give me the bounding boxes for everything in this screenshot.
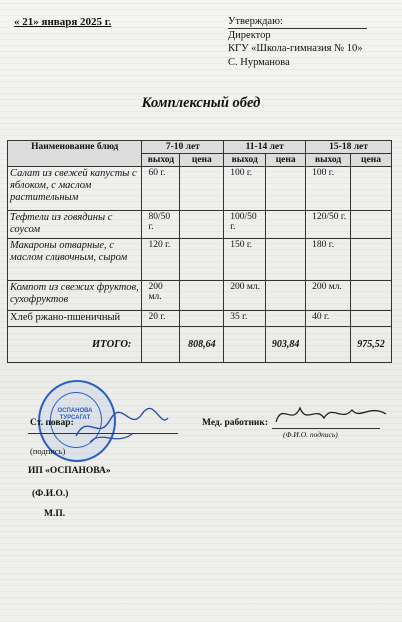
table-row xyxy=(8,211,392,239)
total-spacer xyxy=(142,327,180,363)
table-row xyxy=(8,167,392,211)
medic-label: Мед. работник: xyxy=(202,418,269,428)
price-cell xyxy=(351,311,392,327)
age-group-header: 15-18 лет xyxy=(306,141,392,154)
table-row xyxy=(8,281,392,311)
sub-header-price: цена xyxy=(266,154,306,167)
sub-header-out: выход xyxy=(142,154,180,167)
total-value: 903,84 xyxy=(266,327,306,363)
price-cell xyxy=(351,281,392,311)
portion-value: 100/50 г. xyxy=(224,211,266,239)
dish-name: Компот из свежих фруктов, сухофруктов xyxy=(8,281,142,311)
age-group-header: 11-14 лет xyxy=(224,141,306,154)
col-dish-header: Наименование блюд xyxy=(8,141,142,167)
price-cell xyxy=(266,281,306,311)
price-cell xyxy=(266,311,306,327)
total-spacer xyxy=(306,327,351,363)
sub-header-price: цена xyxy=(180,154,224,167)
portion-value: 180 г. xyxy=(306,239,351,281)
table-row xyxy=(8,311,392,327)
approve-label: Утверждаю: xyxy=(228,16,283,27)
sub-header-out: выход xyxy=(224,154,266,167)
table-row xyxy=(8,239,392,281)
director-label: Директор xyxy=(228,29,271,41)
portion-value: 100 г. xyxy=(224,167,266,211)
portion-value: 100 г. xyxy=(306,167,351,211)
cook-signature-scribble xyxy=(72,402,172,448)
portion-value: 200 мл. xyxy=(142,281,180,311)
dish-name: Салат из свежей капусты с яблоком, с маслом растительным xyxy=(8,167,142,211)
dish-name: Тефтели из говядины с соусом xyxy=(8,211,142,239)
document-title: Комплексный обед xyxy=(141,95,261,111)
mp-label: М.П. xyxy=(44,509,66,519)
portion-value: 40 г. xyxy=(306,311,351,327)
total-value: 975,52 xyxy=(351,327,392,363)
age-group-header: 7-10 лет xyxy=(142,141,224,154)
price-cell xyxy=(180,211,224,239)
price-cell xyxy=(266,239,306,281)
portion-value: 200 мл. xyxy=(224,281,266,311)
school-name: КГУ «Школа-гимназия № 10» xyxy=(228,43,363,54)
company-name: ИП «ОСПАНОВА» xyxy=(28,466,111,476)
price-cell xyxy=(351,211,392,239)
dish-name: Хлеб ржано-пшеничный xyxy=(8,311,142,327)
approve-underline xyxy=(228,28,367,29)
menu-table xyxy=(7,140,392,363)
approval-block xyxy=(228,15,363,69)
price-cell xyxy=(266,167,306,211)
sub-header-out: выход xyxy=(306,154,351,167)
cook-label: Ст. повар: xyxy=(30,418,74,428)
total-label: ИТОГО: xyxy=(8,327,142,363)
portion-value: 120/50 г. xyxy=(306,211,351,239)
dish-name: Макароны отварные, с маслом сливочным, сыром xyxy=(8,239,142,281)
fio-hint: (Ф.И.О.) xyxy=(32,489,69,499)
medic-hint: (Ф.И.О. подпись) xyxy=(283,430,338,439)
price-cell xyxy=(266,211,306,239)
portion-value: 150 г. xyxy=(224,239,266,281)
portion-value: 35 г. xyxy=(224,311,266,327)
portion-value: 20 г. xyxy=(142,311,180,327)
sub-header-price: цена xyxy=(351,154,392,167)
portion-value: 80/50 г. xyxy=(142,211,180,239)
portion-value: 120 г. xyxy=(142,239,180,281)
price-cell xyxy=(180,311,224,327)
director-name: С. Нурманова xyxy=(228,56,290,68)
stamp-line: ТУРСАГАТ xyxy=(59,415,91,421)
portion-value: 200 мл. xyxy=(306,281,351,311)
sign-hint: (подпись) xyxy=(30,446,66,456)
total-value: 808,64 xyxy=(180,327,224,363)
stamp-line: ОСПАНОВА xyxy=(57,408,93,414)
table-header-row xyxy=(8,141,392,154)
price-cell xyxy=(180,239,224,281)
price-cell xyxy=(180,167,224,211)
total-row xyxy=(8,327,392,363)
total-spacer xyxy=(224,327,266,363)
document-date: « 21» января 2025 г. xyxy=(14,16,112,28)
portion-value: 60 г. xyxy=(142,167,180,211)
medic-signature-scribble xyxy=(272,396,390,430)
price-cell xyxy=(351,167,392,211)
price-cell xyxy=(351,239,392,281)
price-cell xyxy=(180,281,224,311)
